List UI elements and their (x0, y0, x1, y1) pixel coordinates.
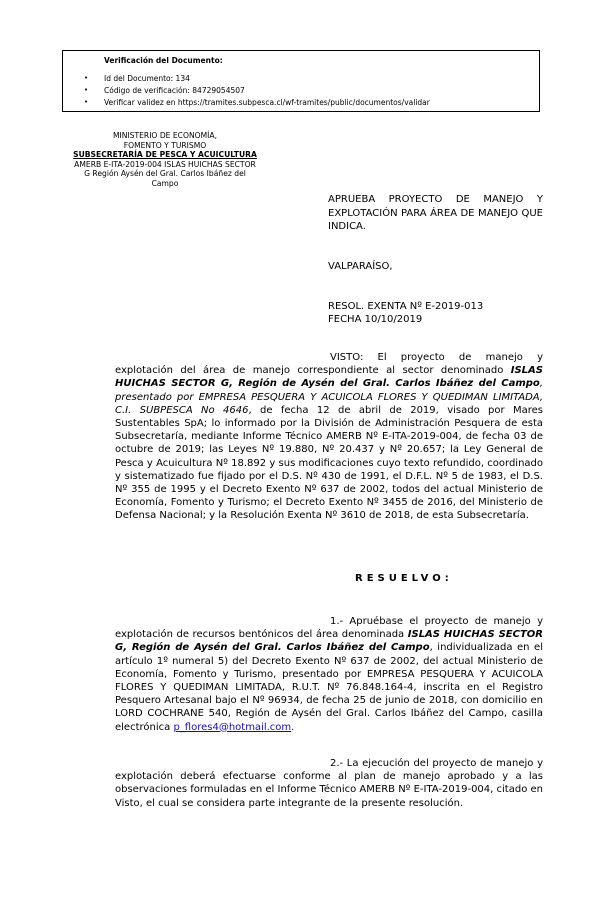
article-2: 2.- La ejecución del proyecto de manejo y explotación deberá efectuarse conforme al plan de manejo aprobado y a las observaciones formuladas en el Informe Técnico AMERB Nº E-ITA-2019-004, citado en Visto, el cual se considera parte integrante de la presente resolución. (115, 758, 543, 809)
bullet: • (84, 74, 89, 82)
verification-code: Código de verificación: 84729054507 (104, 86, 245, 95)
region-line: Campo (151, 178, 179, 188)
article-1: 1.- Apruébase el proyecto de manejo y explotación de recursos bentónicos del área denominada ISLAS HUICHAS SECTOR G, Región de Aysén del Gral. Carlos Ibáñez del Campo, individualizada en el artículo 1º numeral 5) del Decreto Exento Nº 637 de 2002, del actual Ministerio de Economía, Fomento y Turismo, presentado por EMPRESA PESQUERA Y ACUICOLA FLORES Y QUEDIMAN LIMITADA, R.U.T. Nº 76.848.164-4, inscrita en el Registro Pesquero Artesanal bajo el Nº 96934, de fecha 25 de junio de 2018, con domicilio en LORD COCHRANE 540, Región de Aysén del Gral. Carlos Ibáñez del Campo, casilla electrónica p_flores4@hotmail.com. (115, 616, 544, 733)
email-link[interactable]: p_flores4@hotmail.com (173, 721, 292, 733)
ministry-line: MINISTERIO DE ECONOMÍA, (112, 131, 218, 140)
resolution-number: RESOL. EXENTA Nº E-2019-013 (328, 301, 484, 312)
subsecretaria-heading: SUBSECRETARÍA DE PESCA Y ACUICULTURA (73, 150, 257, 159)
region-line: G Región Aysén del Gral. Carlos Ibáñez del (84, 169, 246, 178)
amerb-line: AMERB E-ITA-2019-004 ISLAS HUICHAS SECTOR (74, 159, 256, 169)
bullet: • (84, 98, 89, 106)
bullet: • (84, 86, 89, 94)
verification-url[interactable]: Verificar validez en https://tramites.subpesca.cl/wf-tramites/public/documentos/validar (104, 98, 430, 107)
document-id: Id del Documento: 134 (104, 74, 190, 83)
visto-paragraph: VISTO: El proyecto de manejo y explotación del área de manejo correspondiente al sector denominado ISLAS HUICHAS SECTOR G, Región de Aysén del Gral. Carlos Ibáñez del Campo, presentado por EMPRESA PESQUERA Y ACUICOLA FLORES Y QUEDIMAN LIMITADA, C.I. SUBPESCA No 4646, de fecha 12 de abril de 2019, visado por Mares Sustentables SpA; lo informado por la División de Administración Pesquera de esta Subsecretaría, mediante Informe Técnico AMERB Nº E-ITA-2019-004, de fecha 03 de octubre de 2019; las Leyes Nº 19.880, Nº 20.437 y Nº 20.657; la Ley General de Pesca y Acuicultura Nº 18.892 y sus modificaciones cuyo texto refundido, coordinado y sistematizado fue fijado por el D.S. Nº 430 de 1991, el D.F.L. Nº 5 de 1983, el D.S. Nº 355 de 1995 y el Decreto Exento Nº 637 de 2002, todos del actual Ministerio de Economía, Fomento y Turismo; el Decreto Exento Nº 3455 de 2016, del Ministerio de Defensa Nacional; y la Resolución Exenta Nº 3610 de 2018, de esta Subsecretaría. (115, 352, 544, 522)
resuelvo-heading: RESUELVO: (355, 573, 453, 584)
verification-title: Verificación del Documento: (104, 56, 223, 65)
resolution-date: FECHA 10/10/2019 (328, 314, 423, 325)
area-name: ISLAS HUICHAS SECTOR G, Región de Aysén del Gral. Carlos Ibáñez del Campo (115, 629, 544, 654)
place: VALPARAÍSO, (328, 261, 393, 272)
ministry-block (50, 131, 280, 188)
area-name: ISLAS HUICHAS SECTOR G, Región de Aysén del Gral. Carlos Ibáñez del Campo (115, 365, 543, 390)
resolution-title: APRUEBA PROYECTO DE MANEJO Y EXPLOTACIÓN PARA ÁREA DE MANEJO QUE INDICA. (328, 194, 543, 232)
ministry-line: FOMENTO Y TURISMO (123, 140, 207, 150)
